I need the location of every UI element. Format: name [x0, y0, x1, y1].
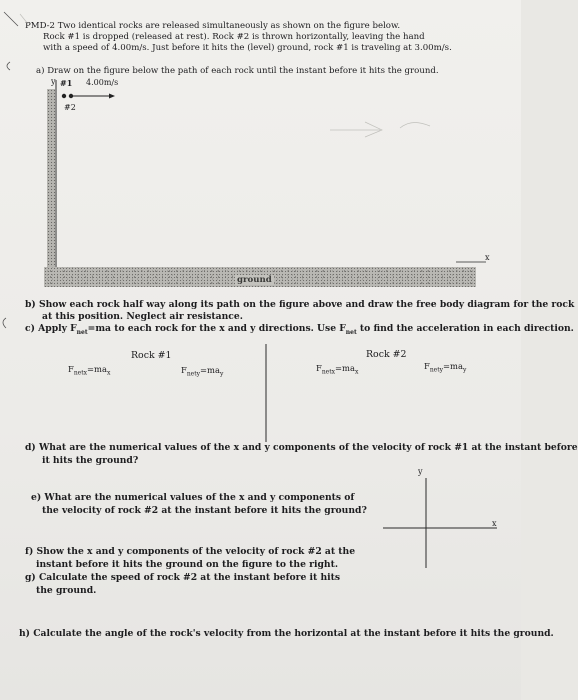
rock2-label: #2	[64, 103, 76, 112]
part-b-line1: b) Show each rock half way along its path on the figure above and draw the free body diagram for the rock	[25, 299, 575, 310]
part-f-line1: f) Show the x and y components of the velocity of rock #2 at the	[25, 546, 356, 557]
rock2-fnetx-equation: $F_{netx}=ma_x$	[316, 363, 359, 376]
part-g-line1: g) Calculate the speed of rock #2 at the instant before it hits	[25, 572, 341, 583]
part-d-line1: d) What are the numerical values of the x and y components of the velocity of rock #1 at the instant before	[25, 442, 578, 453]
part-f-line2: instant before it hits the ground on the figure to the right.	[36, 559, 339, 570]
speed-label: 4.00m/s	[86, 78, 119, 87]
rock2-fnety-equation: $F_{nety}=ma_y$	[424, 361, 467, 374]
part-b-line2: at this position. Neglect air resistance.	[42, 311, 243, 322]
part-g-line2: the ground.	[36, 585, 97, 596]
figure-y-label: y	[51, 77, 56, 86]
rock1-heading: Rock #1	[131, 350, 172, 361]
problem-intro-line2: Rock #1 is dropped (released at rest). Rock #2 is thrown horizontally, leaving the hand	[43, 32, 425, 42]
rock2-heading: Rock #2	[366, 349, 407, 360]
velocity-axes-y-label: y	[418, 467, 423, 476]
problem-intro-line3: with a speed of 4.00m/s. Just before it hits the (level) ground, rock #1 is traveling at 3.00m/s.	[43, 43, 452, 53]
part-e-line1: e) What are the numerical values of the x and y components of	[31, 492, 355, 503]
rock1-fnety-equation: $F_{nety}=ma_y$	[181, 365, 224, 378]
velocity-axes-x-label: x	[492, 519, 497, 528]
part-a-text: a) Draw on the figure below the path of each rock until the instant before it hits the ground.	[36, 66, 439, 76]
part-d-line2: it hits the ground?	[42, 455, 139, 466]
part-e-line2: the velocity of rock #2 at the instant before it hits the ground?	[42, 505, 367, 516]
problem-intro-line1: PMD-2 Two identical rocks are released simultaneously as shown on the figure below.	[25, 21, 401, 31]
ground-label: ground	[237, 275, 272, 285]
part-h-text: h) Calculate the angle of the rock's velocity from the horizontal at the instant before it hits the ground.	[19, 628, 554, 639]
part-c-text: c) Apply $F_{net}=ma$ to each rock for the x and y directions. Use $F_{net}$ to find the acceleration in each direction.	[25, 323, 574, 336]
rock1-label: #1	[60, 78, 73, 88]
figure-x-label: x	[485, 253, 490, 262]
rock1-fnetx-equation: $F_{netx}=ma_x$	[68, 364, 111, 377]
